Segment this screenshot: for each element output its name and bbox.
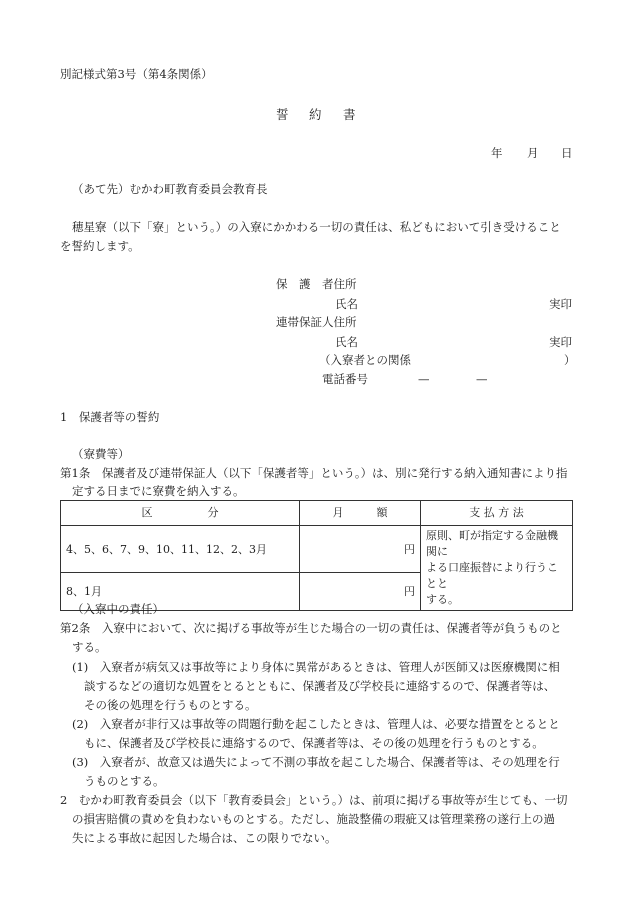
header-payment-method: 支 払 方 法: [421, 501, 573, 526]
row-amount-unit: 円: [300, 573, 421, 611]
article-2-line-2: する。: [72, 640, 107, 654]
guarantor-seal-label: 実印: [549, 335, 572, 349]
article-1-line-1: 第1条 保護者及び連帯保証人（以下「保護者等」という。）は、別に発行する納入通知書により指: [60, 466, 568, 480]
date-month: 月: [527, 146, 539, 160]
fee-table: [60, 500, 573, 611]
item-1-line-1: (1) 入寮者が病気又は事故等により身体に異常があるときは、管理人が医師又は医療機関に相: [72, 660, 560, 674]
payment-method-line-1: 原則、町が指定する金融機関に: [426, 529, 558, 558]
relation-label: （入寮者との関係: [319, 353, 411, 367]
table-row: [61, 526, 573, 573]
relation-close: ）: [564, 353, 576, 367]
article-2-line-1: 第2条 入寮中において、次に掲げる事故等が生じた場合の一切の責任は、保護者等が負うものと: [60, 621, 562, 635]
item-2-line-1: (2) 入寮者が非行又は事故等の問題行動を起こしたときは、管理人は、必要な措置をとるとと: [72, 717, 560, 731]
item-1-line-3: その後の処理を行うものとする。: [84, 698, 257, 712]
guarantor-address-label: 連帯保証人住所: [276, 315, 357, 329]
fee-table-header: [61, 501, 573, 526]
payment-method-cell: [421, 526, 573, 611]
payment-method-line-2: よる口座振替により行うことと: [426, 560, 558, 590]
clause-2-line-3: 失による事故に起因した場合は、この限りでない。: [72, 831, 337, 845]
addressee: （あて先）むかわ町教育委員会教育長: [72, 182, 268, 196]
title-char-2: 約: [309, 107, 322, 122]
row-period: 4、5、6、7、9、10、11、12、2、3月: [61, 526, 300, 573]
phone-label: 電話番号: [322, 372, 368, 386]
pledge-line-1: 穂星寮（以下「寮」という。）の入寮にかかわる一切の責任は、私どもにおいて引き受けること: [72, 220, 561, 234]
item-1-line-2: 談するなどの適切な処置をとるとともに、保護者及び学校長に連絡するので、保護者等は、: [84, 679, 556, 693]
item-3-line-1: (3) 入寮者が、故意又は過失によって不測の事故を起こした場合、保護者等は、その処理を行: [72, 755, 560, 769]
guarantor-name-label: 氏名: [335, 335, 358, 349]
article-2-heading: （入寮中の責任）: [72, 602, 164, 616]
item-3-line-2: うものとする。: [84, 774, 165, 788]
payment-method-line-3: する。: [426, 592, 459, 606]
guardian-seal-label: 実印: [549, 297, 572, 311]
row-amount-unit: 円: [300, 526, 421, 573]
phone-dash-2: —: [476, 372, 488, 386]
phone-dash-1: —: [418, 372, 430, 386]
pledge-line-2: を誓約します。: [60, 239, 140, 253]
form-number: 別記様式第3号（第4条関係）: [60, 67, 213, 81]
fees-heading: （寮費等）: [72, 447, 130, 461]
item-2-line-2: もに、保護者及び学校長に連絡するので、保護者等は、その後の処理を行うものとする。: [84, 736, 544, 750]
date-year: 年: [491, 146, 503, 160]
title-char-1: 誓: [276, 107, 289, 122]
header-monthly-amount: 月 額: [300, 501, 421, 526]
date-day: 日: [561, 146, 573, 160]
clause-2-line-1: 2 むかわ町教育委員会（以下「教育委員会」という。）は、前項に掲げる事故等が生じても、一切: [60, 793, 568, 807]
row-period: 8、1月: [61, 573, 300, 611]
section-1-heading: 1 保護者等の誓約: [60, 410, 160, 424]
guardian-address-label: 保 護 者住所: [276, 277, 357, 291]
article-1-line-2: 定する日までに寮費を納入する。: [72, 484, 245, 498]
title-char-3: 書: [343, 107, 356, 122]
guardian-name-label: 氏名: [335, 297, 358, 311]
header-category: 区 分: [61, 501, 300, 526]
clause-2-line-2: の損害賠償の責めを負わないものとする。ただし、施設整備の瑕疵又は管理業務の遂行上の過: [72, 812, 555, 826]
